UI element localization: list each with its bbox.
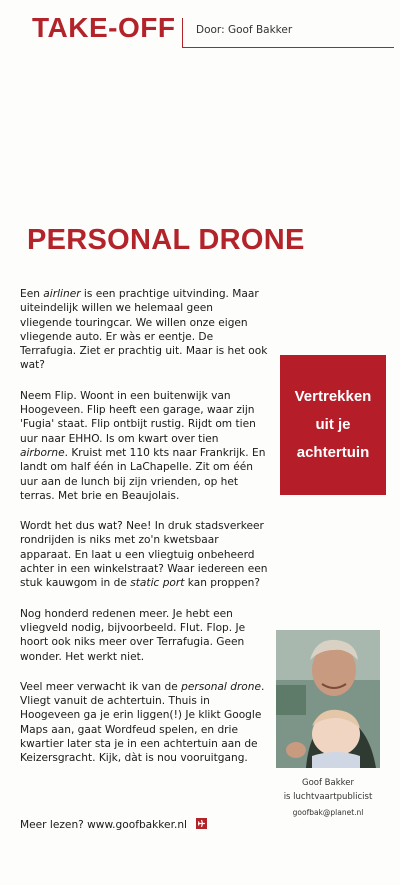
read-more-line: [20, 818, 207, 832]
pull-quote-line: uit je: [315, 416, 351, 433]
italic-term: airliner: [43, 288, 81, 300]
body-paragraph: [20, 389, 268, 503]
body-paragraph: [20, 519, 268, 590]
read-more-link[interactable]: Meer lezen? www.goofbakker.nl: [20, 819, 187, 831]
pull-quote-line: achtertuin: [296, 444, 370, 461]
body-text: . Kruist met 110 kts naar Frankrijk. En landt om half één in LaChapelle. Zit om één uur aan de lunch bij zijn vrienden, op het terras. Met brie en Beaujolais.: [20, 446, 266, 502]
body-text: Nog honderd redenen meer. Je hebt een vliegveld nodig, bijvoorbeeld. Flut. Flop. Je hoort ook niks meer over Terrafugia. Geen wonder. Het werkt niet.: [20, 607, 246, 663]
author-name: Goof Bakker: [302, 778, 354, 788]
author-role: is luchtvaartpublicist: [283, 792, 373, 802]
author-email[interactable]: goofbak@planet.nl: [292, 808, 364, 817]
body-paragraph: [20, 607, 268, 664]
body-text: kan proppen?: [184, 577, 260, 590]
pull-quote: [280, 355, 386, 495]
italic-term: personal drone: [181, 680, 262, 693]
body-text: is een prachtige uitvinding. Maar uiteindelijk willen we helemaal geen vliegende touringcar. We willen onze eigen vliegende auto. Er wàs er eentje. De Terrafugia. Ziet er prachtig uit. Maar is het ook wat?: [20, 288, 268, 372]
body-text: . Vliegt vanuit de achtertuin. Thuis in Hoogeveen ga je erin liggen(!) Je klikt Google Maps aan, gaat Wordfeud spelen, en drie kwartier later sta je in een achtertuin aan de Keizersgracht. Kijk, dàt is nou vooruitgang.: [20, 680, 265, 765]
author-photo: [276, 630, 380, 768]
body-paragraph: [20, 287, 268, 373]
byline: Door: Goof Bakker: [196, 24, 293, 36]
section-title: TAKE-OFF: [32, 12, 176, 43]
body-text: Veel meer verwacht ik van de: [20, 680, 182, 693]
pull-quote-line: Vertrekken: [294, 388, 372, 405]
body-text: Neem Flip. Woont in een buitenwijk van Hoogeveen. Flip heeft een garage, waar zijn 'Fugia' staat. Flip ontbijt rustig. Rijdt om tien uur naar EHHO. Is om kwart over tien: [20, 389, 256, 445]
header-rule: [182, 47, 394, 48]
italic-term: airborne: [20, 446, 65, 459]
italic-term: static port: [130, 577, 185, 590]
article-title: PERSONAL DRONE: [27, 224, 305, 256]
airplane-end-icon: [196, 818, 207, 832]
body-text: Wordt het dus wat? Nee! In druk stadsverkeer rondrijden is niks met zo'n kwetsbaar apparaat. En laat u een vliegtuig onbeheerd achter in een winkelstraat? Waar iedereen een stuk kauwgom in de: [20, 520, 268, 590]
article-body: [20, 287, 268, 782]
header-tick-line: [182, 18, 183, 47]
body-text: Een: [20, 288, 44, 300]
body-paragraph: [20, 680, 268, 766]
